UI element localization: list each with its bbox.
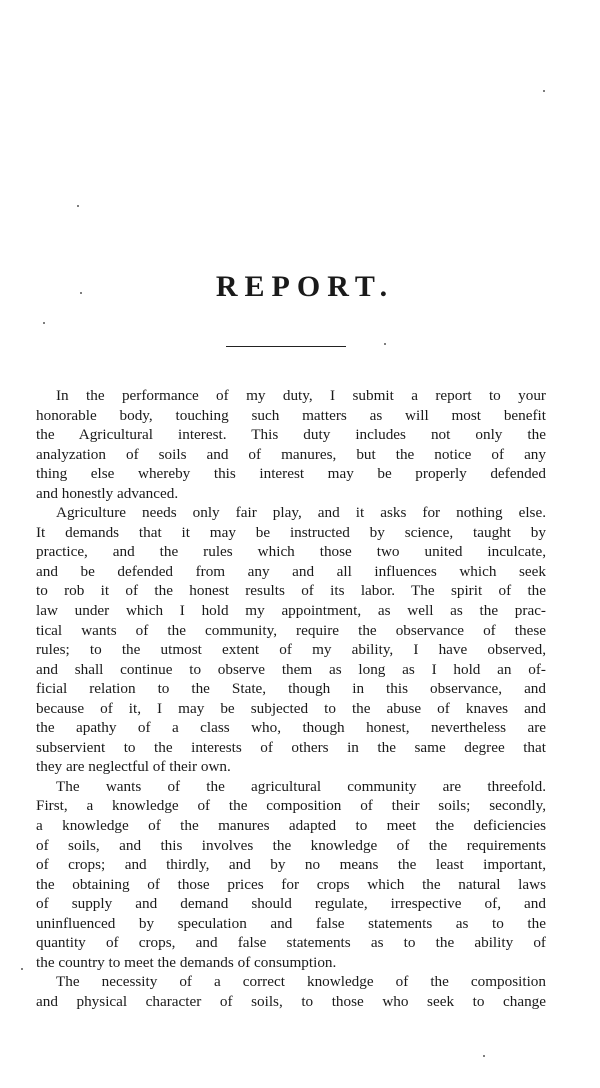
scan-speck — [77, 205, 79, 207]
title-rule — [226, 346, 346, 347]
text-line: and physical character of soils, to those who seek to change — [36, 992, 546, 1010]
text-line: they are neglectful of their own. — [36, 758, 231, 776]
text-line: a knowledge of the manures adapted to meet the deficiencies — [36, 817, 546, 835]
scan-speck — [21, 968, 23, 970]
text-line: practice, and the rules which those two united inculcate, — [36, 543, 546, 561]
text-line: Agriculture needs only fair play, and it asks for nothing else. — [56, 504, 546, 522]
text-line: quantity of crops, and false statements as to the ability of — [36, 934, 546, 952]
text-line: the country to meet the demands of consumption. — [36, 953, 337, 971]
text-line: of soils, and this involves the knowledge of the requirements — [36, 836, 546, 854]
page-title: REPORT. — [215, 270, 395, 303]
text-line: thing else whereby this interest may be properly defended — [36, 465, 546, 483]
text-line: The wants of the agricultural community are threefold. — [56, 777, 546, 795]
scan-speck — [43, 322, 45, 324]
text-line: ficial relation to the State, though in this observance, and — [36, 680, 546, 698]
scan-speck — [80, 292, 82, 294]
text-line: subservient to the interests of others in the same degree that — [36, 738, 546, 756]
text-line: honorable body, touching such matters as will most benefit — [36, 406, 546, 424]
text-line: the apathy of a class who, though honest, nevertheless are — [36, 719, 546, 737]
scan-speck — [483, 1055, 485, 1057]
text-line: of crops; and thirdly, and by no means the least important, — [36, 856, 546, 874]
text-line: rules; to the utmost extent of my ability, I have observed, — [36, 641, 546, 659]
text-line: to rob it of the honest results of its labor. The spirit of the — [36, 582, 546, 600]
text-line: First, a knowledge of the composition of their soils; secondly, — [36, 797, 546, 815]
scan-speck — [543, 90, 545, 92]
text-line: and be defended from any and all influences which seek — [36, 562, 546, 580]
text-line: analyzation of soils and of manures, but the notice of any — [36, 445, 546, 463]
text-line: It demands that it may be instructed by science, taught by — [36, 523, 546, 541]
text-line: because of it, I may be subjected to the abuse of knaves and — [36, 699, 546, 717]
text-line: of supply and demand should regulate, irrespective of, and — [36, 895, 546, 913]
report-body — [36, 386, 546, 1012]
scan-speck — [384, 343, 386, 345]
text-line: law under which I hold my appointment, as well as the prac- — [36, 602, 546, 620]
text-line: and honestly advanced. — [36, 484, 179, 502]
text-line: The necessity of a correct knowledge of the composition — [56, 973, 546, 991]
text-line: tical wants of the community, require the observance of these — [36, 621, 546, 639]
text-line: the Agricultural interest. This duty includes not only the — [36, 426, 546, 444]
text-line: uninfluenced by speculation and false statements as to the — [36, 914, 546, 932]
text-line: the obtaining of those prices for crops which the natural laws — [36, 875, 546, 893]
text-line: In the performance of my duty, I submit a report to your — [56, 387, 546, 404]
text-line: and shall continue to observe them as long as I hold an of- — [36, 660, 546, 678]
